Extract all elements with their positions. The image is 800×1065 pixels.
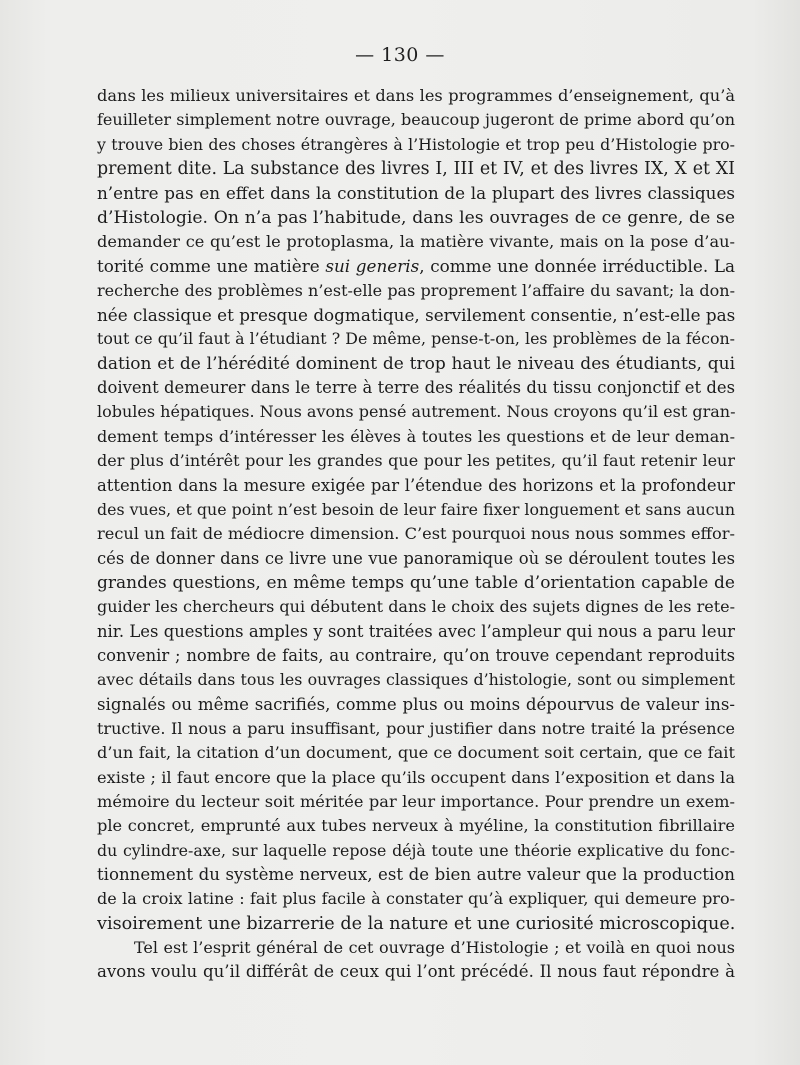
text-line: dation et de l’hérédité dominent de trop haut le niveau des étudiants, qui: [97, 353, 735, 374]
text-line: tout ce qu’il faut à l’étudiant ? De même, pense-t-on, les problèmes de la fécon-: [97, 329, 735, 349]
text-line: grandes questions, en même temps qu’une table d’orientation capable de: [97, 572, 735, 593]
text-line: prement dite. La substance des livres I, III et IV, et des livres IX, X et XI: [97, 159, 735, 180]
text-line: guider les chercheurs qui débutent dans le choix des sujets dignes de les rete-: [97, 597, 735, 617]
text-line: avons voulu qu’il différât de ceux qui l’ont précédé. Il nous faut répondre à: [97, 962, 735, 982]
text-line: nir. Les questions amples y sont traitées avec l’ampleur qui nous a paru leur: [97, 621, 735, 641]
text-line: des vues, et que point n’est besoin de leur faire fixer longuement et sans aucun: [97, 499, 735, 519]
body-text: [97, 84, 735, 985]
text-line: n’entre pas en effet dans la constitution de la plupart des livres classiques: [97, 183, 735, 204]
paragraph-2: [97, 936, 735, 985]
paragraph-1: [97, 84, 735, 936]
text-line: y trouve bien des choses étrangères à l’Histologie et trop peu d’Histologie pro-: [97, 134, 735, 154]
text-line: recherche des problèmes n’est-elle pas proprement l’affaire du savant; la don-: [97, 280, 735, 300]
text-line: torité comme une matière sui generis, comme une donnée irréductible. La: [97, 256, 735, 277]
text-line: dement temps d’intéresser les élèves à toutes les questions et de leur deman-: [97, 426, 735, 446]
italic-phrase: sui generis: [325, 256, 420, 277]
text-line: tionnement du système nerveux, est de bien autre valeur que la production: [97, 865, 735, 884]
text-line: d’un fait, la citation d’un document, que ce document soit certain, que ce fait: [97, 743, 735, 763]
text-line: demander ce qu’est le protoplasma, la matière vivante, mais on la pose d’au-: [97, 232, 735, 252]
text-line: avec détails dans tous les ouvrages classiques d’histologie, sont ou simplement: [97, 670, 735, 690]
text-line: existe ; il faut encore que la place qu’ils occupent dans l’exposition et dans la: [97, 767, 735, 787]
text-line: lobules hépatiques. Nous avons pensé autrement. Nous croyons qu’il est gran-: [97, 402, 735, 422]
text-line: dans les milieux universitaires et dans les programmes d’enseignement, qu’à: [97, 86, 735, 105]
text-line: née classique et presque dogmatique, servilement consentie, n’est-elle pas: [97, 305, 735, 326]
text-line: doivent demeurer dans le terre à terre des réalités du tissu conjonctif et des: [97, 378, 735, 398]
text-line: signalés ou même sacrifiés, comme plus ou moins dépourvus de valeur ins-: [97, 694, 735, 714]
text-line: du cylindre-axe, sur laquelle repose déjà toute une théorie explicative du fonc-: [97, 840, 735, 860]
text-line: cés de donner dans ce livre une vue panoramique où se déroulent toutes les: [97, 548, 735, 568]
text-line: d’Histologie. On n’a pas l’habitude, dans les ouvrages de ce genre, de se: [97, 207, 735, 228]
text-line: visoirement une bizarrerie de la nature et une curiosité microscopique.: [97, 913, 735, 934]
text-line: feuilleter simplement notre ouvrage, beaucoup jugeront de prime abord qu’on: [97, 110, 735, 130]
text-line: Tel est l’esprit général de cet ouvrage d’Histologie ; et voilà en quoi nous: [134, 938, 735, 958]
page-number: — 130 —: [355, 44, 445, 66]
text-line: tructive. Il nous a paru insuffisant, pour justifier dans notre traité la présence: [97, 718, 735, 738]
text-line: mémoire du lecteur soit méritée par leur importance. Pour prendre un exem-: [97, 791, 735, 811]
text-line: attention dans la mesure exigée par l’étendue des horizons et la profondeur: [97, 475, 735, 495]
text-line: recul un fait de médiocre dimension. C’est pourquoi nous nous sommes effor-: [97, 524, 735, 544]
text-line: convenir ; nombre de faits, au contraire, qu’on trouve cependant reproduits: [97, 645, 735, 665]
text-line: der plus d’intérêt pour les grandes que pour les petites, qu’il faut retenir leur: [97, 451, 735, 471]
text-line: de la croix latine : fait plus facile à constater qu’à expliquer, qui demeure pro-: [97, 889, 735, 909]
text-line: ple concret, emprunté aux tubes nerveux à myéline, la constitution fibrillaire: [97, 816, 735, 836]
